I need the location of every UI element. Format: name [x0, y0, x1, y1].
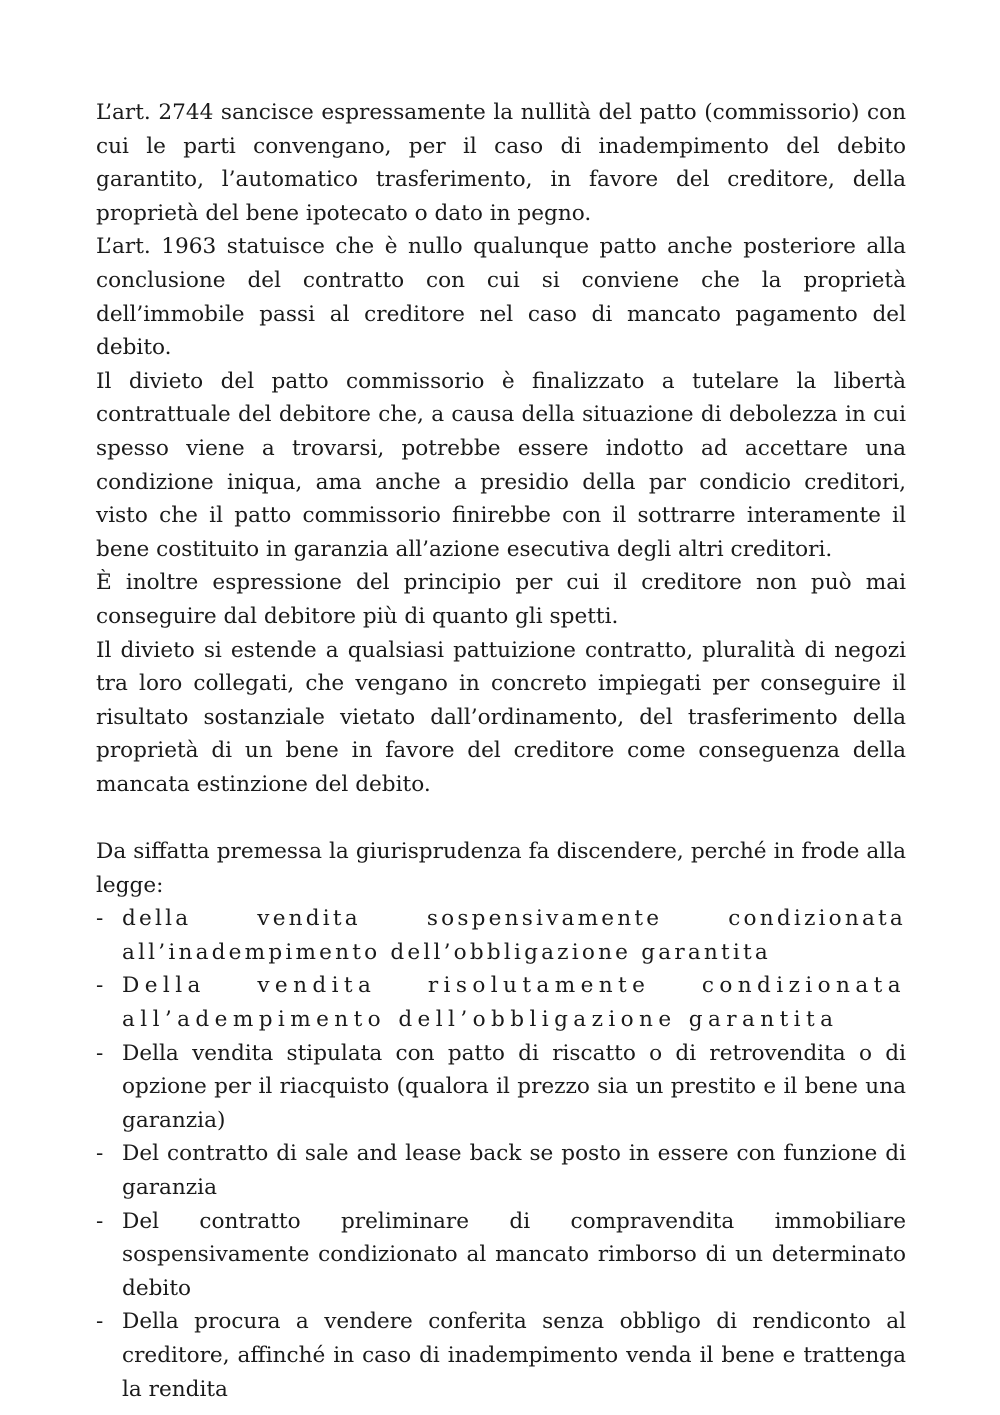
list-item	[96, 902, 906, 969]
paragraph-principio: È inoltre espressione del principio per cui il creditore non può mai conseguire dal debitore più di quanto gli spetti.	[96, 570, 906, 629]
fraud-cases-list	[96, 902, 906, 1406]
paragraph-spacer	[96, 801, 906, 835]
list-item	[96, 1205, 906, 1306]
paragraph-art-1963: L’art. 1963 statuisce che è nullo qualunque patto anche posteriore alla conclusione del contratto con cui si conviene che la proprietà dell’immobile passi al creditore nel caso di mancato pagamento del debito.	[96, 234, 906, 361]
list-dash: -	[96, 1141, 104, 1167]
document-page	[96, 96, 906, 1406]
list-item-text: Della procura a vendere conferita senza obbligo di rendiconto al creditore, affinché in caso di inadempimento venda il bene e trattenga la rendita	[122, 1309, 906, 1402]
list-item-text: Del contratto di sale and lease back se posto in essere con funzione di garanzia	[122, 1141, 906, 1200]
list-item-text: Della vendita risolutamente condizionata all’adempimento dell’obbligazione garantita	[122, 973, 906, 1033]
list-item-text: della vendita sospensivamente condizionata all’inadempimento dell’obbligazione garantita	[122, 906, 906, 965]
list-item	[96, 1137, 906, 1204]
paragraph-divieto-finalita: Il divieto del patto commissorio è finalizzato a tutelare la libertà contrattuale del debitore che, a causa della situazione di debolezza in cui spesso viene a trovarsi, potrebbe essere indotto ad accettare una condizione iniqua, ama anche a presidio della par condicio creditori, visto che il patto commissorio finirebbe con il sottrarre interamente il bene costituito in garanzia all’azione esecutiva degli altri creditori.	[96, 368, 906, 562]
list-dash: -	[96, 1040, 104, 1066]
paragraph-estensione-divieto: Il divieto si estende a qualsiasi pattuizione contratto, pluralità di negozi tra loro collegati, che vengano in concreto impiegati per conseguire il risultato sostanziale vietato dall’ordinamento, del trasferimento della proprietà di un bene in favore del creditore come conseguenza della mancata estinzione del debito.	[96, 637, 906, 797]
list-item-text: Della vendita stipulata con patto di riscatto o di retrovendita o di opzione per il riacquisto (qualora il prezzo sia un prestito e il bene una garanzia)	[122, 1040, 906, 1133]
paragraph-art-2744: L’art. 2744 sancisce espressamente la nullità del patto (commissorio) con cui le parti convengano, per il caso di inadempimento del debito garantito, l’automatico trasferimento, in favore del creditore, della proprietà del bene ipotecato o dato in pegno.	[96, 100, 906, 226]
list-item	[96, 1305, 906, 1406]
list-dash: -	[96, 1208, 104, 1234]
list-dash: -	[96, 906, 107, 932]
list-dash: -	[96, 1309, 104, 1335]
list-item	[96, 969, 906, 1036]
list-item-text: Del contratto preliminare di compravendita immobiliare sospensivamente condizionato al mancato rimborso di un determinato debito	[122, 1208, 906, 1301]
list-item	[96, 1037, 906, 1138]
paragraph-intro-list: Da siffatta premessa la giurisprudenza fa discendere, perché in frode alla legge:	[96, 839, 906, 898]
list-dash: -	[96, 973, 109, 999]
